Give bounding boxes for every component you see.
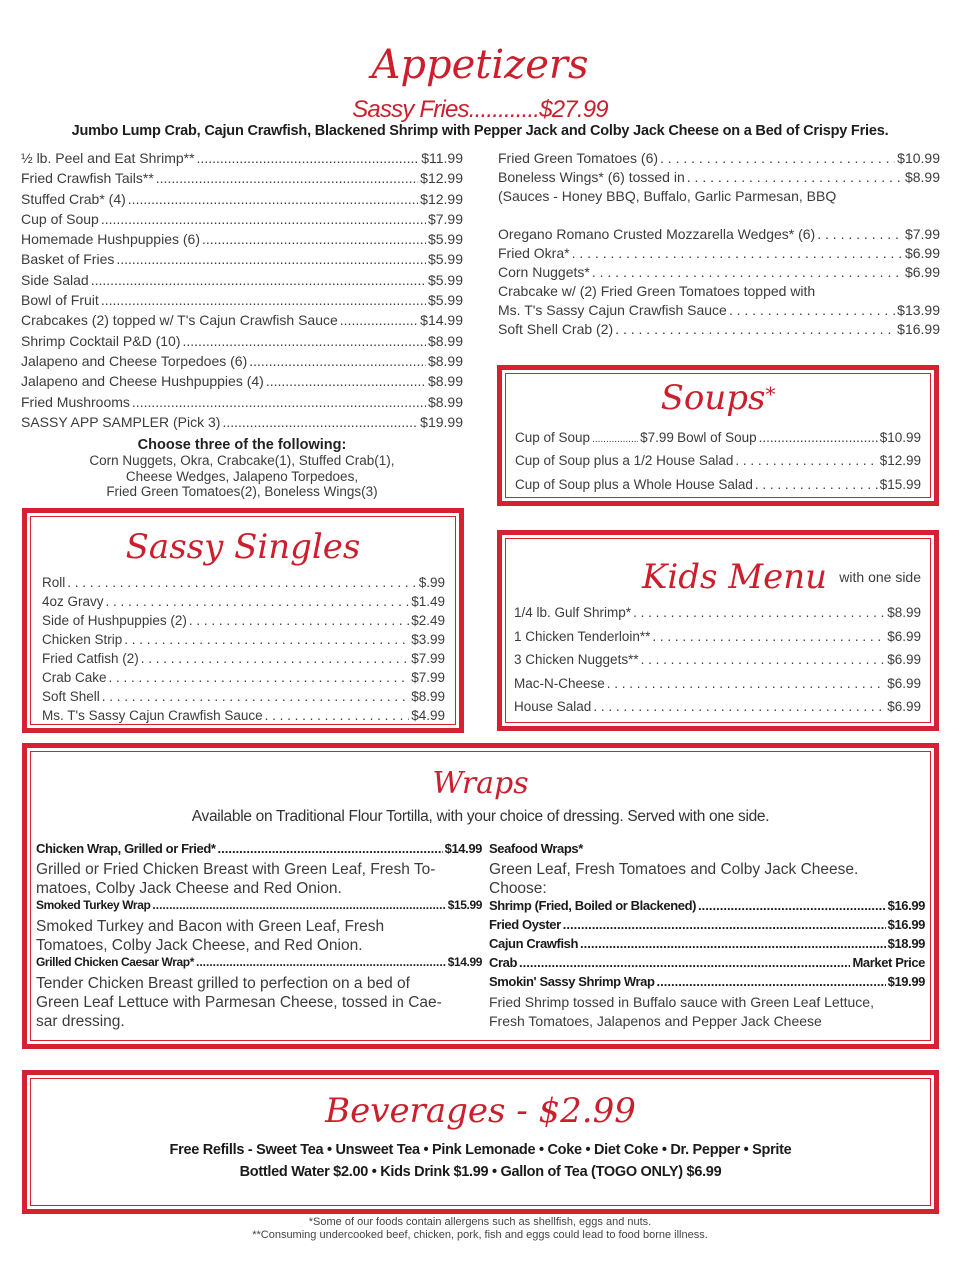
menu-item: Roll . . . $.99 [42,575,445,594]
spacer [498,207,940,226]
menu-item: Jalapeno and Cheese Torpedoes (6) ..... $8.99 [21,353,463,373]
menu-item: Soft Shell . . . $8.99 [42,689,445,708]
menu-item: 3 Chicken Nuggets** . . . $6.99 [514,652,921,676]
menu-item: Ms. T's Sassy Cajun Crawfish Sauce . . . $13.99 [498,302,940,321]
menu-item: SASSY APP SAMPLER (Pick 3) ..... $19.99 [21,414,463,434]
menu-item: Bowl of Fruit ..... $5.99 [21,292,463,312]
sampler-heading: Choose three of the following: [137,437,347,454]
menu-item: Chicken Strip . . . $3.99 [42,632,445,651]
allergen-footnote: *Some of our foods contain allergens such as shellfish, eggs and nuts. [308,1216,652,1228]
wrap-item: Grilled Chicken Caesar Wrap* ..... $14.99 [36,955,482,974]
wrap-item: Chicken Wrap, Grilled or Fried* ..... $14.99 [36,841,482,860]
undercooked-footnote: **Consuming undercooked beef, chicken, pork, fish and eggs could lead to food borne illness. [252,1229,708,1241]
wrap-item: Shrimp (Fried, Boiled or Blackened) ..... $16.99 [489,898,925,917]
crabcake-line: Crabcake w/ (2) Fried Green Tomatoes topped with [498,283,816,299]
beverages-section [22,1070,939,1214]
wrap-description: Grilled or Fried Chicken Breast with Green Leaf, Fresh To- matoes, Colby Jack Cheese and Red Onion. [36,861,436,897]
seafood-wraps-heading: Seafood Wraps* [489,841,583,856]
wraps-section [22,743,939,1049]
appetizers-left-column [21,150,463,500]
menu-item: House Salad . . . $6.99 [514,699,921,723]
menu-item: Fried Crawfish Tails** ..... $12.99 [21,170,463,190]
menu-item: Mac-N-Cheese . . . $6.99 [514,676,921,700]
menu-item: Crab Cake . . . $7.99 [42,670,445,689]
beverages-list: Free Refills - Sweet Tea • Unsweet Tea • Pink Lemonade • Coke • Diet Coke • Dr. Pepper • Sprite [169,1142,792,1158]
wraps-left-column [36,841,482,1031]
wraps-title: Wraps [432,766,529,801]
sassy-singles-section [22,508,464,733]
beverages-title: Beverages - $2.99 [325,1091,636,1131]
menu-item: Fried Okra* . . . $6.99 [498,245,940,264]
beverages-extras: Bottled Water $2.00 • Kids Drink $1.99 • Gallon of Tea (TOGO ONLY) $6.99 [239,1164,722,1180]
wrap-item: Crab ..... Market Price [489,955,925,974]
featured-name: Sassy Fries............ [352,96,540,123]
featured-sassy-fries [0,96,960,124]
menu-item: Stuffed Crab* (4) ..... $12.99 [21,191,463,211]
menu-item: 1/4 lb. Gulf Shrimp* . . . $8.99 [514,605,921,629]
wrap-item: Smoked Turkey Wrap ..... $15.99 [36,898,482,917]
menu-item: Fried Mushrooms ..... $8.99 [21,394,463,414]
kids-menu-note: with one side [839,569,921,585]
soups-title: Soups* [660,378,776,418]
menu-item: Boneless Wings* (6) tossed in . . . $8.99 [498,169,940,188]
kids-menu-section [497,530,939,731]
menu-item: Crabcakes (2) topped w/ T's Cajun Crawfish Sauce ..... $14.99 [21,312,463,332]
appetizers-title: Appetizers [371,42,589,88]
smokin-wrap-description: Fried Shrimp tossed in Buffalo sauce with Green Leaf Lettuce, Fresh Tomatoes, Jalapenos and Pepper Jack Cheese [489,994,874,1029]
menu-item: Side Salad ..... $5.99 [21,272,463,292]
menu-item: Fried Green Tomatoes (6) . . . $10.99 [498,150,940,169]
menu-item: Soft Shell Crab (2) . . . $16.99 [498,321,940,340]
wrap-description: Smoked Turkey and Bacon with Green Leaf, Fresh Tomatoes, Colby Jack Cheese, and Red Onion. [36,918,385,954]
menu-item: Cup of Soup plus a 1/2 House Salad . . . $12.99 [515,453,921,476]
menu-item: Side of Hushpuppies (2) . . . $2.49 [42,613,445,632]
wrap-item: Cajun Crawfish ..... $18.99 [489,936,925,955]
wraps-right-column [489,841,925,1031]
menu-item: ½ lb. Peel and Eat Shrimp** ..... $11.99 [21,150,463,170]
wrap-description: Tender Chicken Breast grilled to perfection on a bed of Green Leaf Lettuce with Parmesan Cheese, tossed in Cae- sar dressing. [36,975,442,1030]
menu-item: Shrimp Cocktail P&D (10) ..... $8.99 [21,333,463,353]
featured-price: $27.99 [539,96,608,123]
menu-item: 4oz Gravy . . . $1.49 [42,594,445,613]
menu-item: Corn Nuggets* . . . $6.99 [498,264,940,283]
sampler-options: Corn Nuggets, Okra, Crabcake(1), Stuffed Crab(1), Cheese Wedges, Jalapeno Torpedoes, Fried Green Tomatoes(2), Boneless Wings(3) [89,453,395,500]
wrap-item: Smokin' Sassy Shrimp Wrap ..... $19.99 [489,974,925,993]
menu-item: Fried Catfish (2) . . . $7.99 [42,651,445,670]
menu-item: 1 Chicken Tenderloin** . . . $6.99 [514,629,921,653]
menu-item: Cup of Soup ..... $7.99 [21,211,463,231]
appetizers-right-column [498,150,940,340]
menu-item: Oregano Romano Crusted Mozzarella Wedges* (6) . . . $7.99 [498,226,940,245]
menu-item: Cup of Soup plus a Whole House Salad . . . $15.99 [515,477,921,500]
kids-menu-title: Kids Menu [642,557,828,597]
menu-item: Basket of Fries ..... $5.99 [21,251,463,271]
sauces-note: (Sauces - Honey BBQ, Buffalo, Garlic Parmesan, BBQ [498,188,837,204]
menu-item: Homemade Hushpuppies (6) ..... $5.99 [21,231,463,251]
sassy-singles-title: Sassy Singles [125,527,361,567]
featured-description: Jumbo Lump Crab, Cajun Crawfish, Blackened Shrimp with Pepper Jack and Colby Jack Cheese on a Bed of Crispy Fries. [71,123,889,139]
menu-item: Jalapeno and Cheese Hushpuppies (4) ..... $8.99 [21,373,463,393]
menu-item: Cup of Soup ..... $7.99 Bowl of Soup ..... $10.99 [515,430,921,453]
menu-item: Ms. T's Sassy Cajun Crawfish Sauce . . . $4.99 [42,708,445,727]
soups-section [497,365,939,506]
wrap-item: Fried Oyster ..... $16.99 [489,917,925,936]
seafood-description: Green Leaf, Fresh Tomatoes and Colby Jack Cheese. Choose: [489,861,859,897]
wraps-subtitle: Available on Traditional Flour Tortilla, with your choice of dressing. Served with one side. [191,808,770,825]
